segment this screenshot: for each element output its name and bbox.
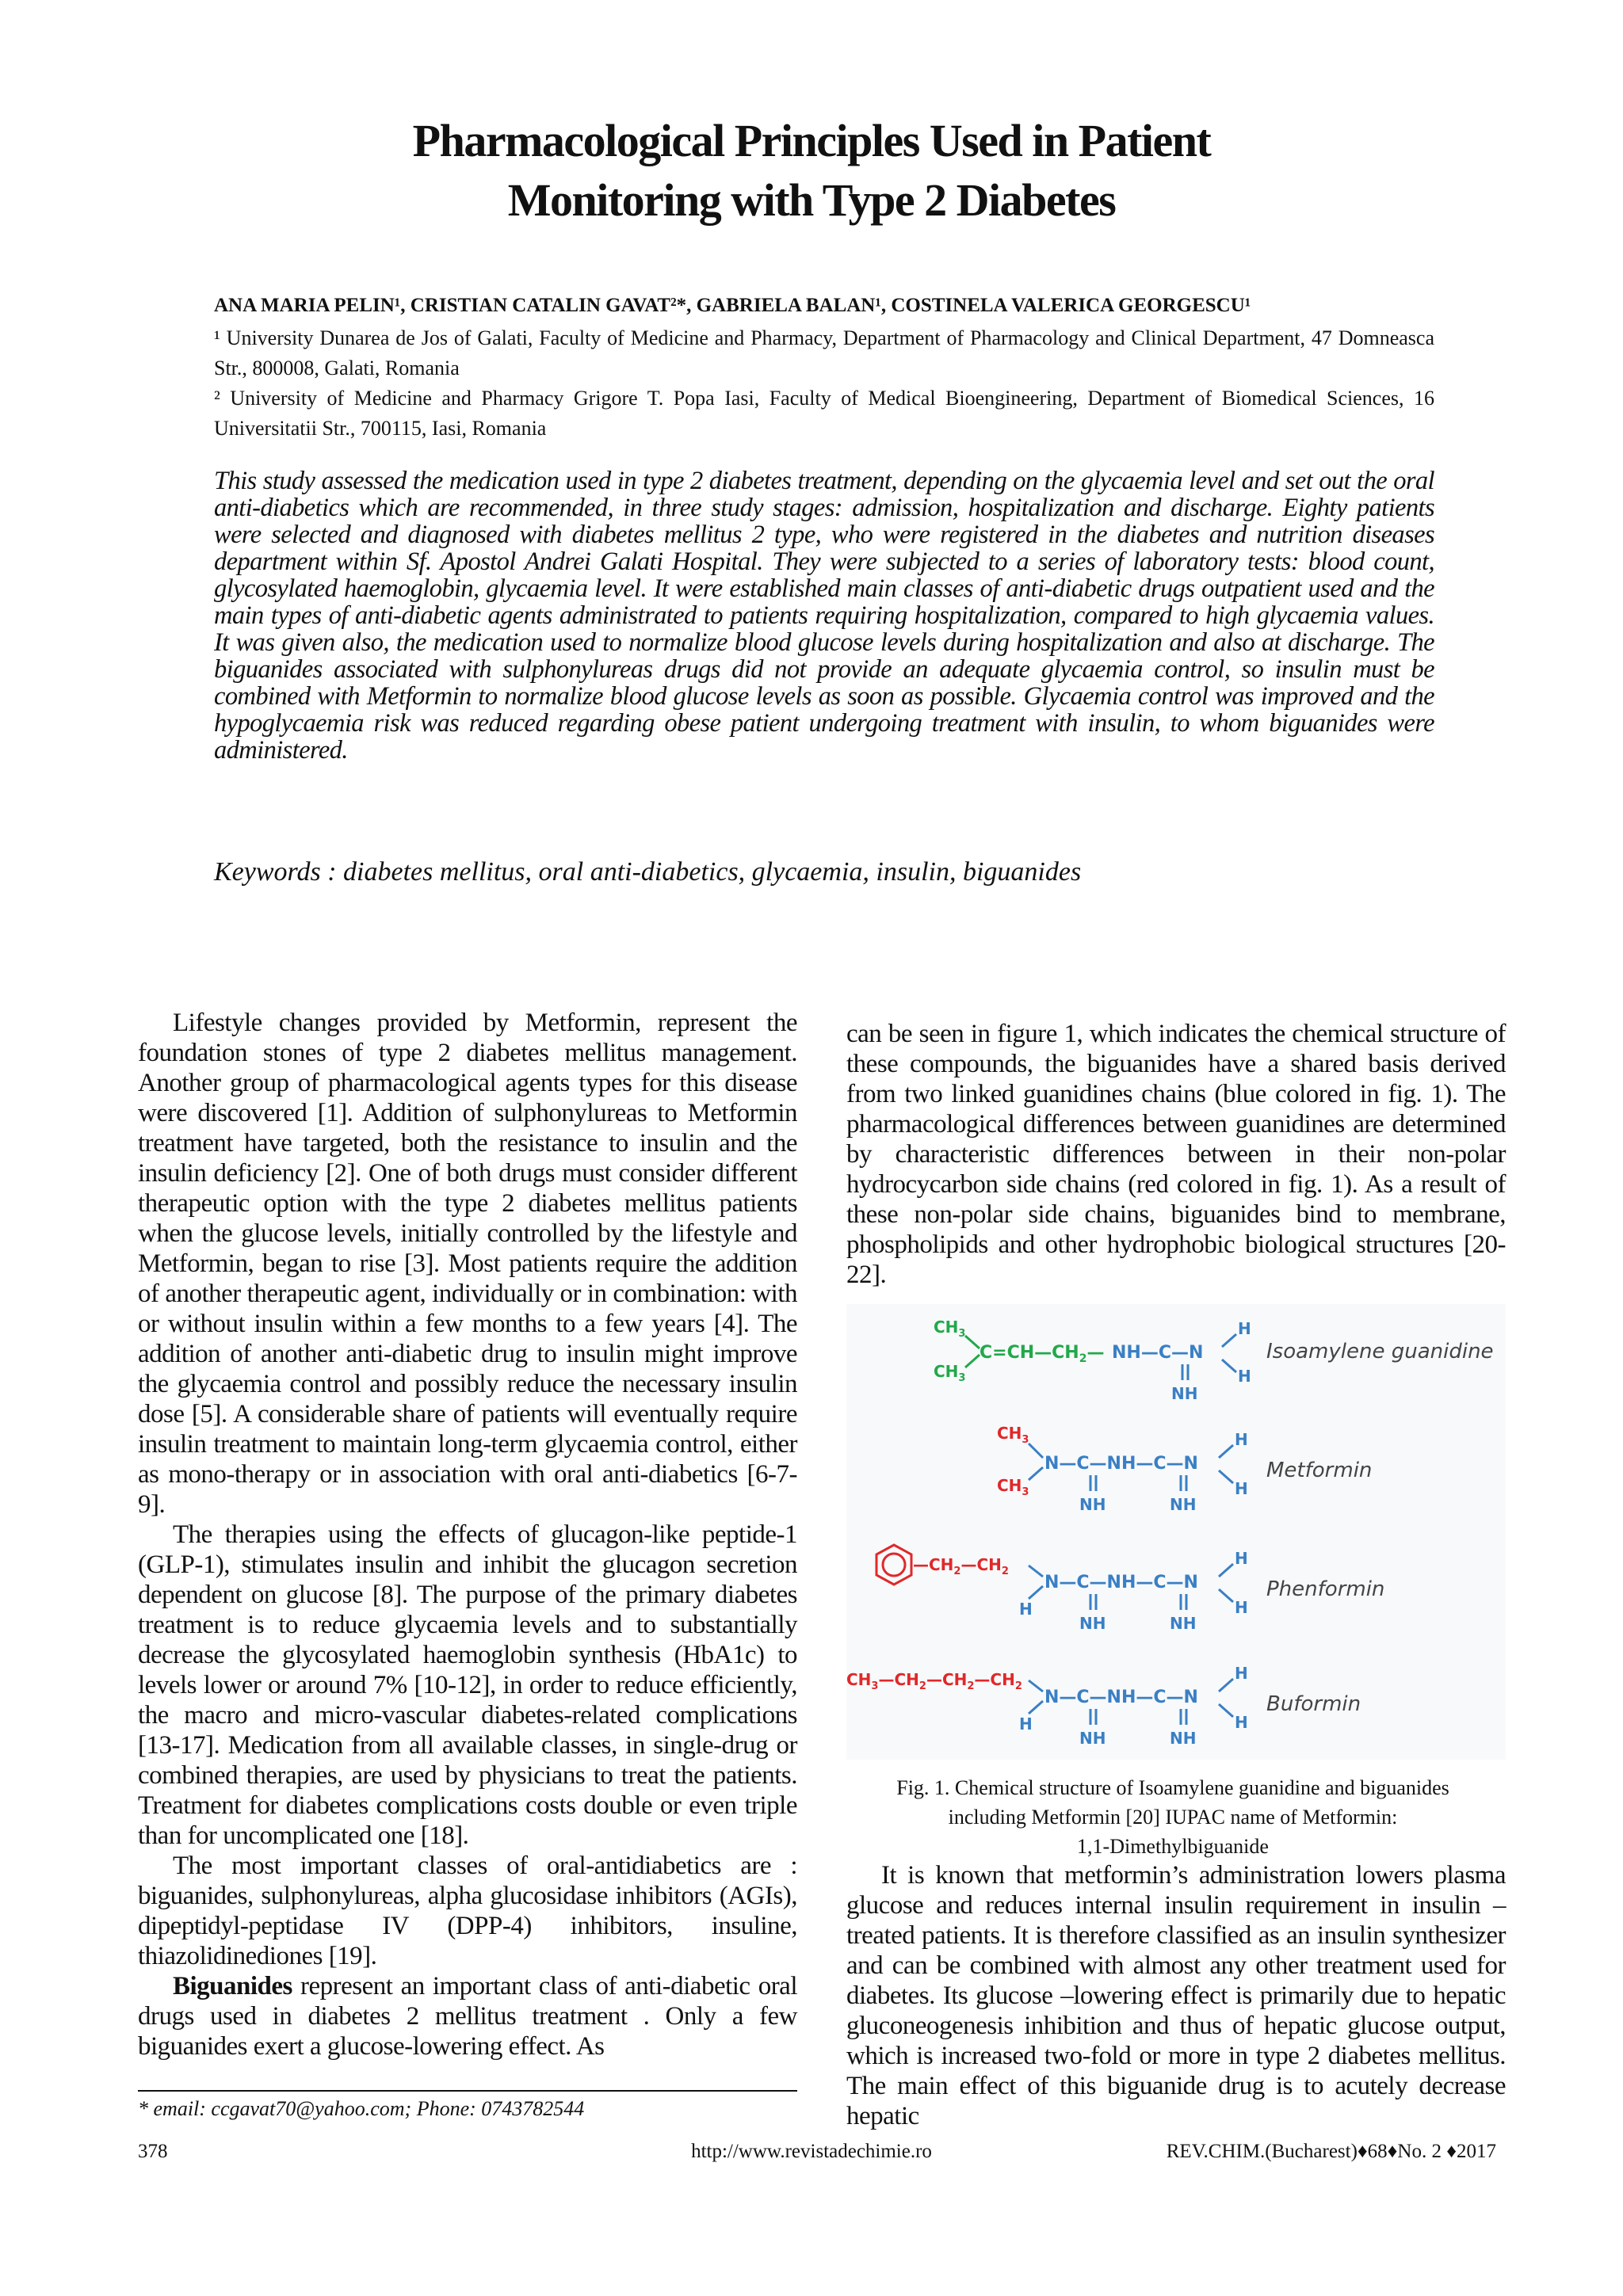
caption-line: Fig. 1. Chemical structure of Isoamylene guanidine and biguanides xyxy=(896,1776,1449,1799)
left-column xyxy=(138,1008,797,2061)
right-column-top xyxy=(846,1019,1506,1290)
affiliation-2: ² University of Medicine and Pharmacy Grigore T. Popa Iasi, Faculty of Medical Bioengineering, Department of Biomedical Sciences, 16 Universitatii Str., 700115, Iasi, Romania xyxy=(214,387,1434,440)
svg-text:H: H xyxy=(1238,1319,1251,1338)
svg-text:N—C—NH—C—N: N—C—NH—C—N xyxy=(1044,1573,1198,1592)
svg-text:CH3: $CH_3$ xyxy=(997,1424,1029,1446)
svg-text:N—C—NH—C—N: N—C—NH—C—N xyxy=(1044,1454,1198,1474)
figure-caption xyxy=(840,1773,1506,1861)
svg-text:H: H xyxy=(1019,1714,1033,1733)
caption-line: 1,1-Dimethylbiguanide xyxy=(1077,1835,1269,1858)
keywords: Keywords : diabetes mellitus, oral anti-diabetics, glycaemia, insulin, biguanides xyxy=(214,857,1082,887)
author-list: ANA MARIA PELIN¹, CRISTIAN CATALIN GAVAT²*, GABRIELA BALAN¹, COSTINELA VALERICA GEORGESCU¹ xyxy=(214,295,1251,316)
bold-term: Biguanides xyxy=(173,1972,292,2000)
corresponding-author-footnote: * email: ccgavat70@yahoo.com; Phone: 0743782544 xyxy=(138,2097,585,2120)
svg-text:NH: NH xyxy=(1170,1614,1197,1633)
compound-label: Isoamylene guanidine xyxy=(1266,1340,1494,1363)
svg-text:C=CH—CH2—: $C=CH—CH_2—$ xyxy=(980,1343,1105,1365)
svg-text:NH: NH xyxy=(1170,1729,1197,1748)
svg-text:NH: NH xyxy=(1079,1729,1106,1748)
abstract: This study assessed the medication used in type 2 diabetes treatment, depending on the glycaemia level and set out the oral anti-diabetics which are recommended, in three study stages: admission, hospitalization and discharge. Eighty patients were selected and diagnosed with diabetes mellitus 2 type, who were registered in the diabetes and nutrition diseases department within Sf. Apostol Andrei Galati Hospital. They were subjected to a series of laboratory tests: blood count, glycosylated haemoglobin, glycaemia level. It were established main classes of anti-diabetic drugs outpatient used and the main types of anti-diabetic agents administrated to patients requiring hospitalization, compared to high glycaemia values. It was given also, the medication used to normalize blood glucose levels during hospitalization and also at discharge. The biguanides associated with sulphonylureas drugs did not provide an adequate glycaemia control, so insulin must be combined with Metformin to normalize blood glucose levels as soon as possible. Glycaemia control was improved and the hypoglycaemia risk was reduced regarding obese patient undergoing treatment with insulin, to whom biguanides were administered. xyxy=(214,467,1434,765)
compound-label: Phenformin xyxy=(1266,1577,1385,1601)
svg-text:NH: NH xyxy=(1079,1495,1106,1514)
title-line-2: Monitoring with Type 2 Diabetes xyxy=(507,174,1116,226)
svg-text:N—C—NH—C—N: N—C—NH—C—N xyxy=(1044,1688,1198,1707)
caption-line: including Metformin [20] IUPAC name of Metformin: xyxy=(948,1806,1398,1829)
svg-text:H: H xyxy=(1019,1600,1033,1619)
svg-text:H: H xyxy=(1235,1713,1248,1732)
svg-text:NH: NH xyxy=(1170,1495,1197,1514)
svg-text:NH: NH xyxy=(1079,1614,1106,1633)
paragraph: The most important classes of oral-antidiabetics are : biguanides, sulphonylureas, alpha glucosidase inhibitors (AGIs), dipeptidyl-peptidase IV (DPP-4) inhibitors, insuline, thiazolidinediones [19]. xyxy=(138,1852,797,1970)
journal-citation: REV.CHIM.(Bucharest)♦68♦No. 2 ♦2017 xyxy=(1166,2141,1496,2162)
paragraph: The therapies using the effects of glucagon-like peptide-1 (GLP-1), stimulates insulin and inhibit the glucagon secretion dependent on glucose [8]. The purpose of the primary diabetes treatment is to reduce glycaemia levels and to substantially decrease the glycosylated haemoglobin synthesis (HbA1c) to levels lower or around 7% [10-12], in order to reduce efficiently, the macro and micro-vascular diabetes-related complications [13-17]. Medication from all available classes, in single-drug or combined therapies, are used by physicians to treat the patients. Treatment for diabetes complications costs double or even triple than for uncomplicated one [18]. xyxy=(138,1520,797,1850)
svg-text:H: H xyxy=(1235,1430,1248,1449)
journal-url: http://www.revistadechimie.ro xyxy=(691,2141,932,2162)
svg-text:H: H xyxy=(1235,1664,1248,1683)
page-number: 378 xyxy=(138,2141,168,2162)
affiliation-1: ¹ University Dunarea de Jos of Galati, Faculty of Medicine and Pharmacy, Department of Pharmacology and Clinical Department, 47 Domneasca Str., 800008, Galati, Romania xyxy=(214,326,1434,379)
svg-text:CH3: $CH_3$ xyxy=(934,1318,966,1340)
paragraph: can be seen in figure 1, which indicates the chemical structure of these compounds, the biguanides have a shared basis derived from two linked guanidines chains (blue colored in fig. 1). The pharmacological differences between guanidines are determined by characteristic differences between in their non-polar hydrocycarbon side chains (red colored in fig. 1). As a result of these non-polar side chains, biguanides bind to membrane, phospholipids and other hydrophobic biological structures [20-22]. xyxy=(846,1020,1506,1289)
page-title xyxy=(0,111,1623,230)
paragraph-text: represent an important class of anti-diabetic oral drugs used in diabetes 2 mellitus treatment . Only a few biguanides exert a glucose-lowering effect. As xyxy=(138,1972,797,2061)
svg-text:—CH2—CH2: $—CH_2—CH_2$ xyxy=(913,1555,1009,1577)
svg-text:CH3—CH2—CH2—CH2: $CH_3—CH_2—CH_2—CH_2$ xyxy=(846,1670,1022,1692)
compound-label: Buformin xyxy=(1266,1692,1361,1716)
footnote-divider xyxy=(138,2090,797,2092)
title-line-1: Pharmacological Principles Used in Patient xyxy=(412,115,1211,166)
svg-text:CH3: $CH_3$ xyxy=(997,1476,1029,1498)
svg-text:H: H xyxy=(1238,1367,1251,1386)
paragraph: Lifestyle changes provided by Metformin, represent the foundation stones of type 2 diabetes mellitus management. Another group of pharmacological agents types for this disease were discovered [1]. Addition of sulphonylureas to Metformin treatment have targeted, both the resistance to insulin and the insulin deficiency [2]. One of both drugs must consider different therapeutic option with the type 2 diabetes mellitus patients when the glucose levels, initially controlled by the lifestyle and Metformin, began to rise [3]. Most patients require the addition of another therapeutic agent, individually or in combination: with or without insulin within a few months to a few years [4]. The addition of another anti-diabetic drug to insulin might improve the glycaemia control and possibly reduce the necessary insulin dose [5]. A considerable share of patients will eventually require insulin treatment to maintain long-term glycaemia control, either as mono-therapy or in association with oral anti-diabetics [6-7-9]. xyxy=(138,1009,797,1519)
svg-text:NH: NH xyxy=(1171,1384,1198,1403)
paragraph: It is known that metformin’s administration lowers plasma glucose and reduces internal insulin requirement in insulin – treated patients. It is therefore classified as an insulin synthesizer and can be combined with almost any other treatment used for diabetes. Its glucose –lowering effect is primarily due to hepatic gluconeogenesis inhibition and thus of hepatic glucose output, which is increased two-fold or more in type 2 diabetes mellitus. The main effect of this biguanide drug is to acutely decrease hepatic xyxy=(846,1861,1506,2130)
svg-text:H: H xyxy=(1235,1479,1248,1498)
compound-label: Metformin xyxy=(1266,1459,1373,1482)
svg-text:NH—C—N: NH—C—N xyxy=(1112,1343,1204,1363)
figure-chemical-structures xyxy=(846,1304,1506,1760)
svg-text:H: H xyxy=(1235,1598,1248,1617)
paragraph xyxy=(138,1971,797,2061)
svg-text:H: H xyxy=(1235,1549,1248,1568)
right-column-bottom xyxy=(846,1860,1506,2131)
svg-text:CH3: $CH_3$ xyxy=(934,1362,966,1384)
